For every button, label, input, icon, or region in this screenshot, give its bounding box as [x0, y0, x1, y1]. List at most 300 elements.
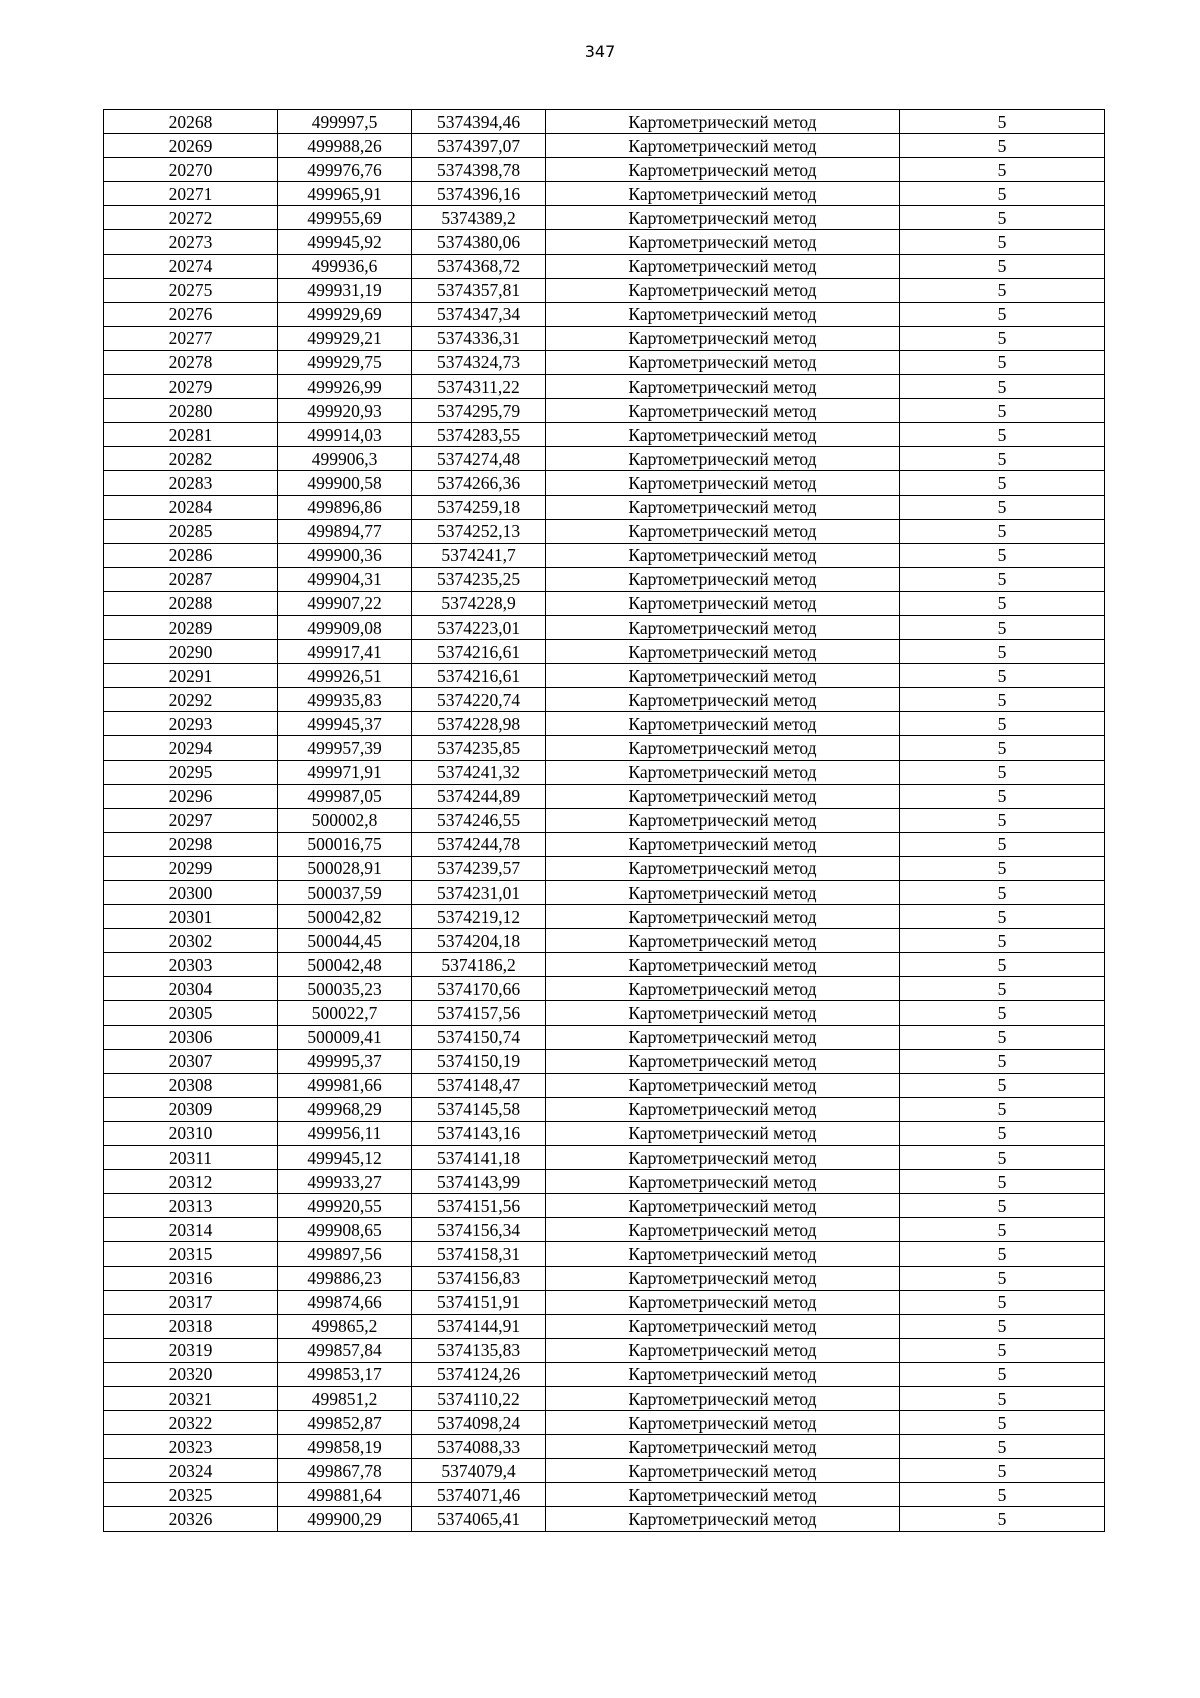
x-coordinate-cell: 499955,69: [278, 206, 412, 230]
x-coordinate-cell: 500042,48: [278, 953, 412, 977]
y-coordinate-cell: 5374170,66: [412, 977, 546, 1001]
x-coordinate-cell: 499907,22: [278, 591, 412, 615]
accuracy-cell: 5: [900, 784, 1105, 808]
table-row: [104, 423, 1105, 447]
table-row: [104, 182, 1105, 206]
table-row: [104, 1314, 1105, 1338]
point-number-cell: 20303: [104, 953, 278, 977]
y-coordinate-cell: 5374274,48: [412, 447, 546, 471]
point-number-cell: 20293: [104, 712, 278, 736]
method-cell: Картометрический метод: [546, 254, 900, 278]
x-coordinate-cell: 499886,23: [278, 1266, 412, 1290]
point-number-cell: 20278: [104, 350, 278, 374]
table-row: [104, 1459, 1105, 1483]
y-coordinate-cell: 5374223,01: [412, 615, 546, 639]
table-row: [104, 953, 1105, 977]
method-cell: Картометрический метод: [546, 1266, 900, 1290]
table-row: [104, 1362, 1105, 1386]
accuracy-cell: 5: [900, 1194, 1105, 1218]
accuracy-cell: 5: [900, 1338, 1105, 1362]
x-coordinate-cell: 499900,36: [278, 543, 412, 567]
x-coordinate-cell: 499976,76: [278, 158, 412, 182]
accuracy-cell: 5: [900, 1483, 1105, 1507]
method-cell: Картометрический метод: [546, 1338, 900, 1362]
point-number-cell: 20323: [104, 1435, 278, 1459]
table-row: [104, 326, 1105, 350]
method-cell: Картометрический метод: [546, 1411, 900, 1435]
x-coordinate-cell: 499929,69: [278, 302, 412, 326]
point-number-cell: 20301: [104, 905, 278, 929]
method-cell: Картометрический метод: [546, 905, 900, 929]
x-coordinate-cell: 499858,19: [278, 1435, 412, 1459]
accuracy-cell: 5: [900, 110, 1105, 134]
x-coordinate-cell: 499926,51: [278, 664, 412, 688]
point-number-cell: 20298: [104, 832, 278, 856]
y-coordinate-cell: 5374219,12: [412, 905, 546, 929]
method-cell: Картометрический метод: [546, 856, 900, 880]
y-coordinate-cell: 5374259,18: [412, 495, 546, 519]
accuracy-cell: 5: [900, 688, 1105, 712]
accuracy-cell: 5: [900, 1146, 1105, 1170]
y-coordinate-cell: 5374071,46: [412, 1483, 546, 1507]
table-row: [104, 519, 1105, 543]
x-coordinate-cell: 500002,8: [278, 808, 412, 832]
accuracy-cell: 5: [900, 760, 1105, 784]
accuracy-cell: 5: [900, 543, 1105, 567]
method-cell: Картометрический метод: [546, 736, 900, 760]
method-cell: Картометрический метод: [546, 447, 900, 471]
accuracy-cell: 5: [900, 591, 1105, 615]
coordinates-table-body: [104, 110, 1105, 1532]
method-cell: Картометрический метод: [546, 158, 900, 182]
method-cell: Картометрический метод: [546, 350, 900, 374]
point-number-cell: 20269: [104, 134, 278, 158]
y-coordinate-cell: 5374143,16: [412, 1121, 546, 1145]
point-number-cell: 20279: [104, 375, 278, 399]
method-cell: Картометрический метод: [546, 1121, 900, 1145]
accuracy-cell: 5: [900, 1386, 1105, 1410]
accuracy-cell: 5: [900, 1121, 1105, 1145]
method-cell: Картометрический метод: [546, 712, 900, 736]
point-number-cell: 20285: [104, 519, 278, 543]
y-coordinate-cell: 5374336,31: [412, 326, 546, 350]
table-row: [104, 230, 1105, 254]
point-number-cell: 20295: [104, 760, 278, 784]
table-row: [104, 567, 1105, 591]
method-cell: Картометрический метод: [546, 977, 900, 1001]
method-cell: Картометрический метод: [546, 832, 900, 856]
y-coordinate-cell: 5374241,7: [412, 543, 546, 567]
y-coordinate-cell: 5374246,55: [412, 808, 546, 832]
x-coordinate-cell: 499917,41: [278, 640, 412, 664]
point-number-cell: 20284: [104, 495, 278, 519]
y-coordinate-cell: 5374216,61: [412, 640, 546, 664]
y-coordinate-cell: 5374394,46: [412, 110, 546, 134]
accuracy-cell: 5: [900, 640, 1105, 664]
accuracy-cell: 5: [900, 1001, 1105, 1025]
y-coordinate-cell: 5374065,41: [412, 1507, 546, 1531]
method-cell: Картометрический метод: [546, 1459, 900, 1483]
method-cell: Картометрический метод: [546, 591, 900, 615]
accuracy-cell: 5: [900, 856, 1105, 880]
method-cell: Картометрический метод: [546, 495, 900, 519]
method-cell: Картометрический метод: [546, 1170, 900, 1194]
x-coordinate-cell: 499896,86: [278, 495, 412, 519]
point-number-cell: 20271: [104, 182, 278, 206]
table-row: [104, 808, 1105, 832]
table-row: [104, 1242, 1105, 1266]
method-cell: Картометрический метод: [546, 519, 900, 543]
x-coordinate-cell: 499908,65: [278, 1218, 412, 1242]
table-row: [104, 495, 1105, 519]
x-coordinate-cell: 499929,75: [278, 350, 412, 374]
table-row: [104, 350, 1105, 374]
y-coordinate-cell: 5374156,83: [412, 1266, 546, 1290]
x-coordinate-cell: 500035,23: [278, 977, 412, 1001]
method-cell: Картометрический метод: [546, 543, 900, 567]
point-number-cell: 20324: [104, 1459, 278, 1483]
point-number-cell: 20291: [104, 664, 278, 688]
point-number-cell: 20280: [104, 399, 278, 423]
method-cell: Картометрический метод: [546, 567, 900, 591]
table-row: [104, 784, 1105, 808]
accuracy-cell: 5: [900, 1218, 1105, 1242]
x-coordinate-cell: 499988,26: [278, 134, 412, 158]
y-coordinate-cell: 5374252,13: [412, 519, 546, 543]
table-row: [104, 110, 1105, 134]
y-coordinate-cell: 5374235,25: [412, 567, 546, 591]
x-coordinate-cell: 499867,78: [278, 1459, 412, 1483]
point-number-cell: 20276: [104, 302, 278, 326]
point-number-cell: 20268: [104, 110, 278, 134]
y-coordinate-cell: 5374145,58: [412, 1097, 546, 1121]
method-cell: Картометрический метод: [546, 808, 900, 832]
accuracy-cell: 5: [900, 519, 1105, 543]
point-number-cell: 20307: [104, 1049, 278, 1073]
table-row: [104, 688, 1105, 712]
accuracy-cell: 5: [900, 712, 1105, 736]
point-number-cell: 20318: [104, 1314, 278, 1338]
method-cell: Картометрический метод: [546, 1049, 900, 1073]
method-cell: Картометрический метод: [546, 302, 900, 326]
y-coordinate-cell: 5374231,01: [412, 881, 546, 905]
x-coordinate-cell: 499914,03: [278, 423, 412, 447]
method-cell: Картометрический метод: [546, 1242, 900, 1266]
y-coordinate-cell: 5374235,85: [412, 736, 546, 760]
x-coordinate-cell: 500016,75: [278, 832, 412, 856]
x-coordinate-cell: 499956,11: [278, 1121, 412, 1145]
method-cell: Картометрический метод: [546, 1435, 900, 1459]
accuracy-cell: 5: [900, 1411, 1105, 1435]
method-cell: Картометрический метод: [546, 784, 900, 808]
accuracy-cell: 5: [900, 808, 1105, 832]
point-number-cell: 20304: [104, 977, 278, 1001]
table-row: [104, 302, 1105, 326]
point-number-cell: 20282: [104, 447, 278, 471]
point-number-cell: 20300: [104, 881, 278, 905]
point-number-cell: 20270: [104, 158, 278, 182]
table-row: [104, 1194, 1105, 1218]
accuracy-cell: 5: [900, 1049, 1105, 1073]
table-row: [104, 1121, 1105, 1145]
table-row: [104, 640, 1105, 664]
table-row: [104, 591, 1105, 615]
point-number-cell: 20309: [104, 1097, 278, 1121]
table-row: [104, 856, 1105, 880]
table-row: [104, 760, 1105, 784]
y-coordinate-cell: 5374266,36: [412, 471, 546, 495]
x-coordinate-cell: 499851,2: [278, 1386, 412, 1410]
accuracy-cell: 5: [900, 302, 1105, 326]
y-coordinate-cell: 5374135,83: [412, 1338, 546, 1362]
point-number-cell: 20297: [104, 808, 278, 832]
x-coordinate-cell: 499906,3: [278, 447, 412, 471]
y-coordinate-cell: 5374347,34: [412, 302, 546, 326]
accuracy-cell: 5: [900, 495, 1105, 519]
accuracy-cell: 5: [900, 423, 1105, 447]
point-number-cell: 20289: [104, 615, 278, 639]
y-coordinate-cell: 5374239,57: [412, 856, 546, 880]
point-number-cell: 20316: [104, 1266, 278, 1290]
accuracy-cell: 5: [900, 1266, 1105, 1290]
y-coordinate-cell: 5374216,61: [412, 664, 546, 688]
table-row: [104, 543, 1105, 567]
table-row: [104, 399, 1105, 423]
point-number-cell: 20283: [104, 471, 278, 495]
x-coordinate-cell: 499874,66: [278, 1290, 412, 1314]
table-row: [104, 905, 1105, 929]
method-cell: Картометрический метод: [546, 1290, 900, 1314]
accuracy-cell: 5: [900, 615, 1105, 639]
method-cell: Картометрический метод: [546, 953, 900, 977]
y-coordinate-cell: 5374148,47: [412, 1073, 546, 1097]
table-row: [104, 832, 1105, 856]
y-coordinate-cell: 5374228,9: [412, 591, 546, 615]
x-coordinate-cell: 500022,7: [278, 1001, 412, 1025]
accuracy-cell: 5: [900, 1097, 1105, 1121]
x-coordinate-cell: 499968,29: [278, 1097, 412, 1121]
point-number-cell: 20273: [104, 230, 278, 254]
accuracy-cell: 5: [900, 278, 1105, 302]
accuracy-cell: 5: [900, 1290, 1105, 1314]
x-coordinate-cell: 499900,58: [278, 471, 412, 495]
point-number-cell: 20274: [104, 254, 278, 278]
accuracy-cell: 5: [900, 399, 1105, 423]
x-coordinate-cell: 499965,91: [278, 182, 412, 206]
y-coordinate-cell: 5374324,73: [412, 350, 546, 374]
table-row: [104, 881, 1105, 905]
table-row: [104, 1073, 1105, 1097]
method-cell: Картометрический метод: [546, 375, 900, 399]
method-cell: Картометрический метод: [546, 688, 900, 712]
table-row: [104, 1507, 1105, 1531]
page-number: 347: [584, 42, 616, 61]
y-coordinate-cell: 5374295,79: [412, 399, 546, 423]
y-coordinate-cell: 5374220,74: [412, 688, 546, 712]
x-coordinate-cell: 499852,87: [278, 1411, 412, 1435]
table-row: [104, 736, 1105, 760]
table-row: [104, 712, 1105, 736]
accuracy-cell: 5: [900, 1073, 1105, 1097]
accuracy-cell: 5: [900, 158, 1105, 182]
point-number-cell: 20281: [104, 423, 278, 447]
table-row: [104, 1001, 1105, 1025]
point-number-cell: 20312: [104, 1170, 278, 1194]
accuracy-cell: 5: [900, 375, 1105, 399]
table-row: [104, 1266, 1105, 1290]
method-cell: Картометрический метод: [546, 182, 900, 206]
table-row: [104, 1218, 1105, 1242]
x-coordinate-cell: 499881,64: [278, 1483, 412, 1507]
accuracy-cell: 5: [900, 1170, 1105, 1194]
table-row: [104, 1170, 1105, 1194]
point-number-cell: 20315: [104, 1242, 278, 1266]
accuracy-cell: 5: [900, 881, 1105, 905]
point-number-cell: 20287: [104, 567, 278, 591]
method-cell: Картометрический метод: [546, 664, 900, 688]
x-coordinate-cell: 499935,83: [278, 688, 412, 712]
y-coordinate-cell: 5374283,55: [412, 423, 546, 447]
x-coordinate-cell: 499897,56: [278, 1242, 412, 1266]
point-number-cell: 20326: [104, 1507, 278, 1531]
accuracy-cell: 5: [900, 953, 1105, 977]
point-number-cell: 20294: [104, 736, 278, 760]
x-coordinate-cell: 499909,08: [278, 615, 412, 639]
accuracy-cell: 5: [900, 350, 1105, 374]
point-number-cell: 20302: [104, 929, 278, 953]
method-cell: Картометрический метод: [546, 881, 900, 905]
y-coordinate-cell: 5374150,74: [412, 1025, 546, 1049]
accuracy-cell: 5: [900, 832, 1105, 856]
x-coordinate-cell: 499931,19: [278, 278, 412, 302]
table-row: [104, 1146, 1105, 1170]
table-row: [104, 447, 1105, 471]
y-coordinate-cell: 5374098,24: [412, 1411, 546, 1435]
method-cell: Картометрический метод: [546, 929, 900, 953]
x-coordinate-cell: 499936,6: [278, 254, 412, 278]
point-number-cell: 20320: [104, 1362, 278, 1386]
table-row: [104, 1411, 1105, 1435]
point-number-cell: 20317: [104, 1290, 278, 1314]
method-cell: Картометрический метод: [546, 471, 900, 495]
accuracy-cell: 5: [900, 929, 1105, 953]
x-coordinate-cell: 499894,77: [278, 519, 412, 543]
x-coordinate-cell: 499945,12: [278, 1146, 412, 1170]
y-coordinate-cell: 5374368,72: [412, 254, 546, 278]
point-number-cell: 20288: [104, 591, 278, 615]
table-row: [104, 1338, 1105, 1362]
method-cell: Картометрический метод: [546, 110, 900, 134]
accuracy-cell: 5: [900, 736, 1105, 760]
method-cell: Картометрический метод: [546, 640, 900, 664]
x-coordinate-cell: 499957,39: [278, 736, 412, 760]
x-coordinate-cell: 499900,29: [278, 1507, 412, 1531]
method-cell: Картометрический метод: [546, 1314, 900, 1338]
y-coordinate-cell: 5374110,22: [412, 1386, 546, 1410]
table-row: [104, 977, 1105, 1001]
point-number-cell: 20310: [104, 1121, 278, 1145]
y-coordinate-cell: 5374156,34: [412, 1218, 546, 1242]
x-coordinate-cell: 499853,17: [278, 1362, 412, 1386]
y-coordinate-cell: 5374151,56: [412, 1194, 546, 1218]
x-coordinate-cell: 499929,21: [278, 326, 412, 350]
x-coordinate-cell: 499920,93: [278, 399, 412, 423]
x-coordinate-cell: 500037,59: [278, 881, 412, 905]
method-cell: Картометрический метод: [546, 1146, 900, 1170]
x-coordinate-cell: 499995,37: [278, 1049, 412, 1073]
x-coordinate-cell: 499945,92: [278, 230, 412, 254]
table-row: [104, 254, 1105, 278]
method-cell: Картометрический метод: [546, 1194, 900, 1218]
y-coordinate-cell: 5374398,78: [412, 158, 546, 182]
y-coordinate-cell: 5374397,07: [412, 134, 546, 158]
accuracy-cell: 5: [900, 1507, 1105, 1531]
y-coordinate-cell: 5374241,32: [412, 760, 546, 784]
table-row: [104, 1483, 1105, 1507]
accuracy-cell: 5: [900, 977, 1105, 1001]
table-row: [104, 206, 1105, 230]
x-coordinate-cell: 499987,05: [278, 784, 412, 808]
table-row: [104, 664, 1105, 688]
y-coordinate-cell: 5374357,81: [412, 278, 546, 302]
point-number-cell: 20308: [104, 1073, 278, 1097]
y-coordinate-cell: 5374380,06: [412, 230, 546, 254]
method-cell: Картометрический метод: [546, 615, 900, 639]
y-coordinate-cell: 5374244,78: [412, 832, 546, 856]
table-row: [104, 1049, 1105, 1073]
point-number-cell: 20319: [104, 1338, 278, 1362]
accuracy-cell: 5: [900, 1362, 1105, 1386]
accuracy-cell: 5: [900, 182, 1105, 206]
method-cell: Картометрический метод: [546, 1507, 900, 1531]
accuracy-cell: 5: [900, 567, 1105, 591]
y-coordinate-cell: 5374244,89: [412, 784, 546, 808]
accuracy-cell: 5: [900, 447, 1105, 471]
y-coordinate-cell: 5374079,4: [412, 1459, 546, 1483]
accuracy-cell: 5: [900, 1459, 1105, 1483]
x-coordinate-cell: 500042,82: [278, 905, 412, 929]
point-number-cell: 20322: [104, 1411, 278, 1435]
accuracy-cell: 5: [900, 230, 1105, 254]
accuracy-cell: 5: [900, 1435, 1105, 1459]
y-coordinate-cell: 5374396,16: [412, 182, 546, 206]
accuracy-cell: 5: [900, 905, 1105, 929]
point-number-cell: 20275: [104, 278, 278, 302]
x-coordinate-cell: 499997,5: [278, 110, 412, 134]
table-row: [104, 1435, 1105, 1459]
coordinates-table: [103, 109, 1105, 1532]
accuracy-cell: 5: [900, 1242, 1105, 1266]
accuracy-cell: 5: [900, 664, 1105, 688]
accuracy-cell: 5: [900, 471, 1105, 495]
y-coordinate-cell: 5374150,19: [412, 1049, 546, 1073]
table-row: [104, 1290, 1105, 1314]
y-coordinate-cell: 5374088,33: [412, 1435, 546, 1459]
x-coordinate-cell: 499926,99: [278, 375, 412, 399]
point-number-cell: 20305: [104, 1001, 278, 1025]
x-coordinate-cell: 500028,91: [278, 856, 412, 880]
x-coordinate-cell: 499945,37: [278, 712, 412, 736]
method-cell: Картометрический метод: [546, 1386, 900, 1410]
table-row: [104, 278, 1105, 302]
accuracy-cell: 5: [900, 1025, 1105, 1049]
y-coordinate-cell: 5374141,18: [412, 1146, 546, 1170]
y-coordinate-cell: 5374157,56: [412, 1001, 546, 1025]
y-coordinate-cell: 5374389,2: [412, 206, 546, 230]
x-coordinate-cell: 499981,66: [278, 1073, 412, 1097]
x-coordinate-cell: 499865,2: [278, 1314, 412, 1338]
y-coordinate-cell: 5374204,18: [412, 929, 546, 953]
